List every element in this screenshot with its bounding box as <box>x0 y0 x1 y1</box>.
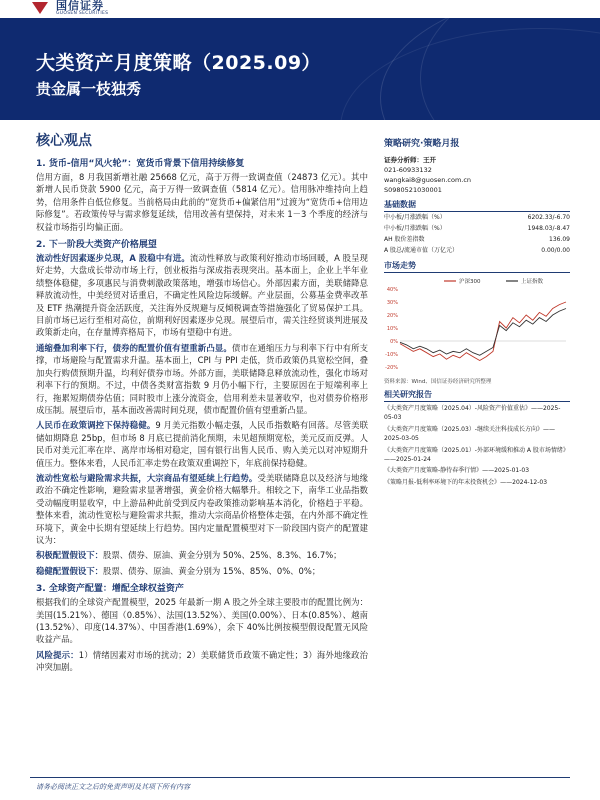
subheading: 1. 货币-信用“风火轮”：宽货币背景下信用持续修复 <box>36 159 245 169</box>
market-value: 6202.33/-6.70 <box>527 214 570 221</box>
market-row <box>384 223 570 234</box>
y-tick-label: 10% <box>386 326 398 332</box>
subheading: 3. 全球资产配置：增配全球权益资产 <box>36 584 184 595</box>
paragraph <box>36 171 368 233</box>
paragraph-lead: 流动性宽松与避险需求共振，大宗商品有望延续上行趋势。 <box>36 472 258 483</box>
market-data-table <box>384 212 570 256</box>
y-tick-label: -10% <box>385 352 398 358</box>
paragraph-text: 1）情绪因素对市场的扰动；2）美联储货币政策不确定性；3）海外地缘政治冲突加剧。 <box>36 649 369 673</box>
logo-en: GUOSEN SECURITIES <box>56 11 109 16</box>
sidebar <box>384 130 570 487</box>
paragraph-lead: 通缩叠加利率下行，债券的配置价值有望重新凸显。 <box>36 342 232 353</box>
market-data-title: 基础数据 <box>384 199 570 212</box>
analyst-label: 证券分析师： <box>384 156 423 164</box>
paragraph-text: 债市在通缩压力与利率下行中有所支撑，市场避险与配置需求升温。基本面上，CPI 与 PPI 走低，货币政策仍具宽松空间，叠加央行购债预期升温，均利好债券市场。外部方面，美联储降息释放流动性，强化市场对利率下行的预期。不过，中债各类财富指数 9 月仍小幅下行，主要原因在于短端利率上行，拖累短期债券估值；同时股市上涨分流资金，信用利差未显著收窄，也对债券价格形成压制。展望后市，基本面改善需时间兑现，债市配置价值有望重新凸显。 <box>36 342 369 415</box>
chart-title: 市场走势 <box>384 260 570 273</box>
legend-label: 上证指数 <box>521 279 544 285</box>
paragraph-text: 股票、债券、原油、黄金分别为 50%、25%、8.3%、16.7%； <box>103 550 342 561</box>
market-value: 0.00/0.00 <box>541 247 570 254</box>
analyst-cert: S0980521030001 <box>384 186 442 194</box>
related-report-item[interactable]: 《大类资产月度策略（2025.03）-继续关注科技成长方向》——2025-03-05 <box>384 425 555 443</box>
paragraph-text: 根据我们的全球资产配置模型，2025 年最新一期 A 股之外全球主要股市的配置比例为：美国(15.21%）、德国（0.85%）、法国(13.52%）、美国(0.00%）、日本(0.85%）、越南(13.52%）、印度(14.37%）、中国香港(1.69%），余下 40%比例按模型假设配置无风险收益产品。 <box>36 597 368 645</box>
y-tick-label: 40% <box>386 287 398 293</box>
series-line-1 <box>400 309 566 356</box>
related-report-item[interactable]: 《大类资产月度策略（2025.04）-风险资产价值重估》——2025-05-03 <box>384 405 561 422</box>
market-value: 136.09 <box>549 236 570 243</box>
analyst-phone: 021-60933132 <box>384 166 432 174</box>
y-tick-label: 20% <box>386 313 398 319</box>
related-research-title: 相关研究报告 <box>384 389 570 402</box>
market-trend-chart <box>384 275 570 375</box>
related-report-item[interactable]: 《策略月报-低利率环境下的年末投资机会》——2024-12-03 <box>384 478 548 486</box>
footer-divider <box>30 777 570 778</box>
section-title: 核心观点 <box>36 133 92 149</box>
analyst-email[interactable]: wangkai8@guosen.com.cn <box>384 176 472 184</box>
subheading: 2. 下一阶段大类资产价格展望 <box>36 240 157 251</box>
market-label: 中小板/月涨跌幅（%） <box>384 225 446 232</box>
report-category: 策略研究·策略月报 <box>384 139 460 149</box>
paragraph <box>36 472 368 546</box>
report-subtitle: 贵金属一枝独秀 <box>36 80 142 98</box>
related-research-list <box>384 404 570 487</box>
title-banner <box>0 18 600 120</box>
paragraph-lead: 流动性好因素逐步兑现，A 股稳中有进。 <box>36 253 190 264</box>
paragraph-text: 信用方面，8 月我国新增社融 25668 亿元，高于万得一致调查值（24873 亿元）。其中新增人民币贷款 5900 亿元，高于万得一致调查值（5814 亿元）。信用脉冲维持向上趋势，信用条件自低位修复。当前格局由此前的“宽货币+偏紧信用”过渡为“宽货币+信用边际修复”。若政策传导与需求修复延续，信用改善有望保持，对未来 1－3 个季度的经济与权益市场指引均偏正面。 <box>36 172 368 232</box>
footer-disclaimer: 请务必阅读正文之后的免责声明及其项下所有内容 <box>36 783 190 791</box>
paragraph <box>36 565 368 577</box>
market-row <box>384 234 570 245</box>
analyst-info <box>384 155 570 195</box>
chart-source: 资料来源：Wind、国信证券经济研究所整理 <box>384 379 492 385</box>
market-value: 1948.03/-8.47 <box>527 225 570 232</box>
company-logo <box>30 0 108 16</box>
paragraph-text: 股票、债券、原油、黄金分别为 15%、85%、0%、0%； <box>103 565 321 576</box>
logo-name: 国信证券 <box>56 0 104 12</box>
paragraph-text: 流动性释放与政策利好推动市场回暖，A 股呈现好走势，大盘成长带动市场上行，创业板指与深成指表现突出。基本面上，企业上半年业绩整体稳健，多项惠民与消费刺激政策落地，增强市场信心。外部因素方面，美联储降息释放流动性，中美经贸对话重启，不确定性风险边际缓解。产业层面，公募基金费率改革及 ETF 热潮提升资金活跃度，关注海外反规避与反倾税调查等措施强化了贸易保护工具。目前市场已运行至相对高位，前期利好因素逐步兑现。展望后市，需关注经贸谈判进展及政策新走向，在存量博弈格局下，市场有望稳中有进。 <box>36 253 368 338</box>
y-tick-label: 0% <box>390 339 398 345</box>
logo-mark-icon <box>30 1 50 15</box>
paragraph <box>36 549 368 561</box>
related-report-item[interactable]: 《大类资产月度策略（2025.01）-外部环境缓和推动 A 股市场情绪》——2025-01-24 <box>384 446 569 464</box>
market-row <box>384 212 570 223</box>
market-label: 中小板/月涨跌幅（%） <box>384 214 446 221</box>
report-title: 大类资产月度策略（2025.09） <box>36 52 322 74</box>
paragraph <box>36 342 368 416</box>
paragraph <box>36 649 368 674</box>
paragraph-lead: 稳健配置假设下： <box>36 565 103 576</box>
paragraph-text: 9 月美元指数小幅走强，人民币指数略有回落。尽管美联储如期降息 25bp，但市场 8 月底已提前消化预期，未见超预期宽松，美元反而反弹。人民币对美元汇率在岸、离岸市场相对稳定，国有银行出售人民币、购入美元以对冲短期升值压力。整体来看，人民币汇率走势在政策双重调控下，年底前保持稳健。 <box>36 420 368 468</box>
paragraph-text: 受美联储降息以及经济与地缘政治不确定性影响，避险需求显著增强，黄金价格大幅攀升。相较之下，南华工业品指数受动幅度明显收窄，中上游品种此前受到反内卷政策推动影响基本消化，价格趋于平稳。整体来看，流动性宽松与避险需求共振，推动大宗商品价格整体走强，在内外部不确定性环境下，黄金中长期有望延续上行趋势。国内定量配置模型对下一阶段国内资产的配置建议为： <box>36 472 369 545</box>
legend-label: 沪深300 <box>459 279 481 285</box>
y-tick-label: -20% <box>385 365 398 371</box>
paragraph-lead: 人民币在政策调控下保持稳健。 <box>36 420 156 431</box>
logo-bar <box>0 0 600 18</box>
main-content <box>36 130 368 677</box>
paragraph <box>36 419 368 469</box>
paragraph-lead: 风险提示： <box>36 649 79 660</box>
y-tick-label: 30% <box>386 300 398 306</box>
market-label: A 股总/流通市值（万亿元） <box>384 247 459 254</box>
market-row <box>384 245 570 256</box>
chart-svg <box>384 275 570 375</box>
paragraph <box>36 252 368 339</box>
analyst-name: 王开 <box>423 156 436 164</box>
paragraph-lead: 积极配置假设下： <box>36 550 103 561</box>
series-line-0 <box>400 302 566 361</box>
core-views <box>36 158 368 677</box>
paragraph <box>36 596 368 646</box>
related-report-item[interactable]: 《大类资产月度策略-静待春季行情》——2025-01-03 <box>384 467 530 475</box>
market-label: AH 股价差指数 <box>384 236 425 243</box>
